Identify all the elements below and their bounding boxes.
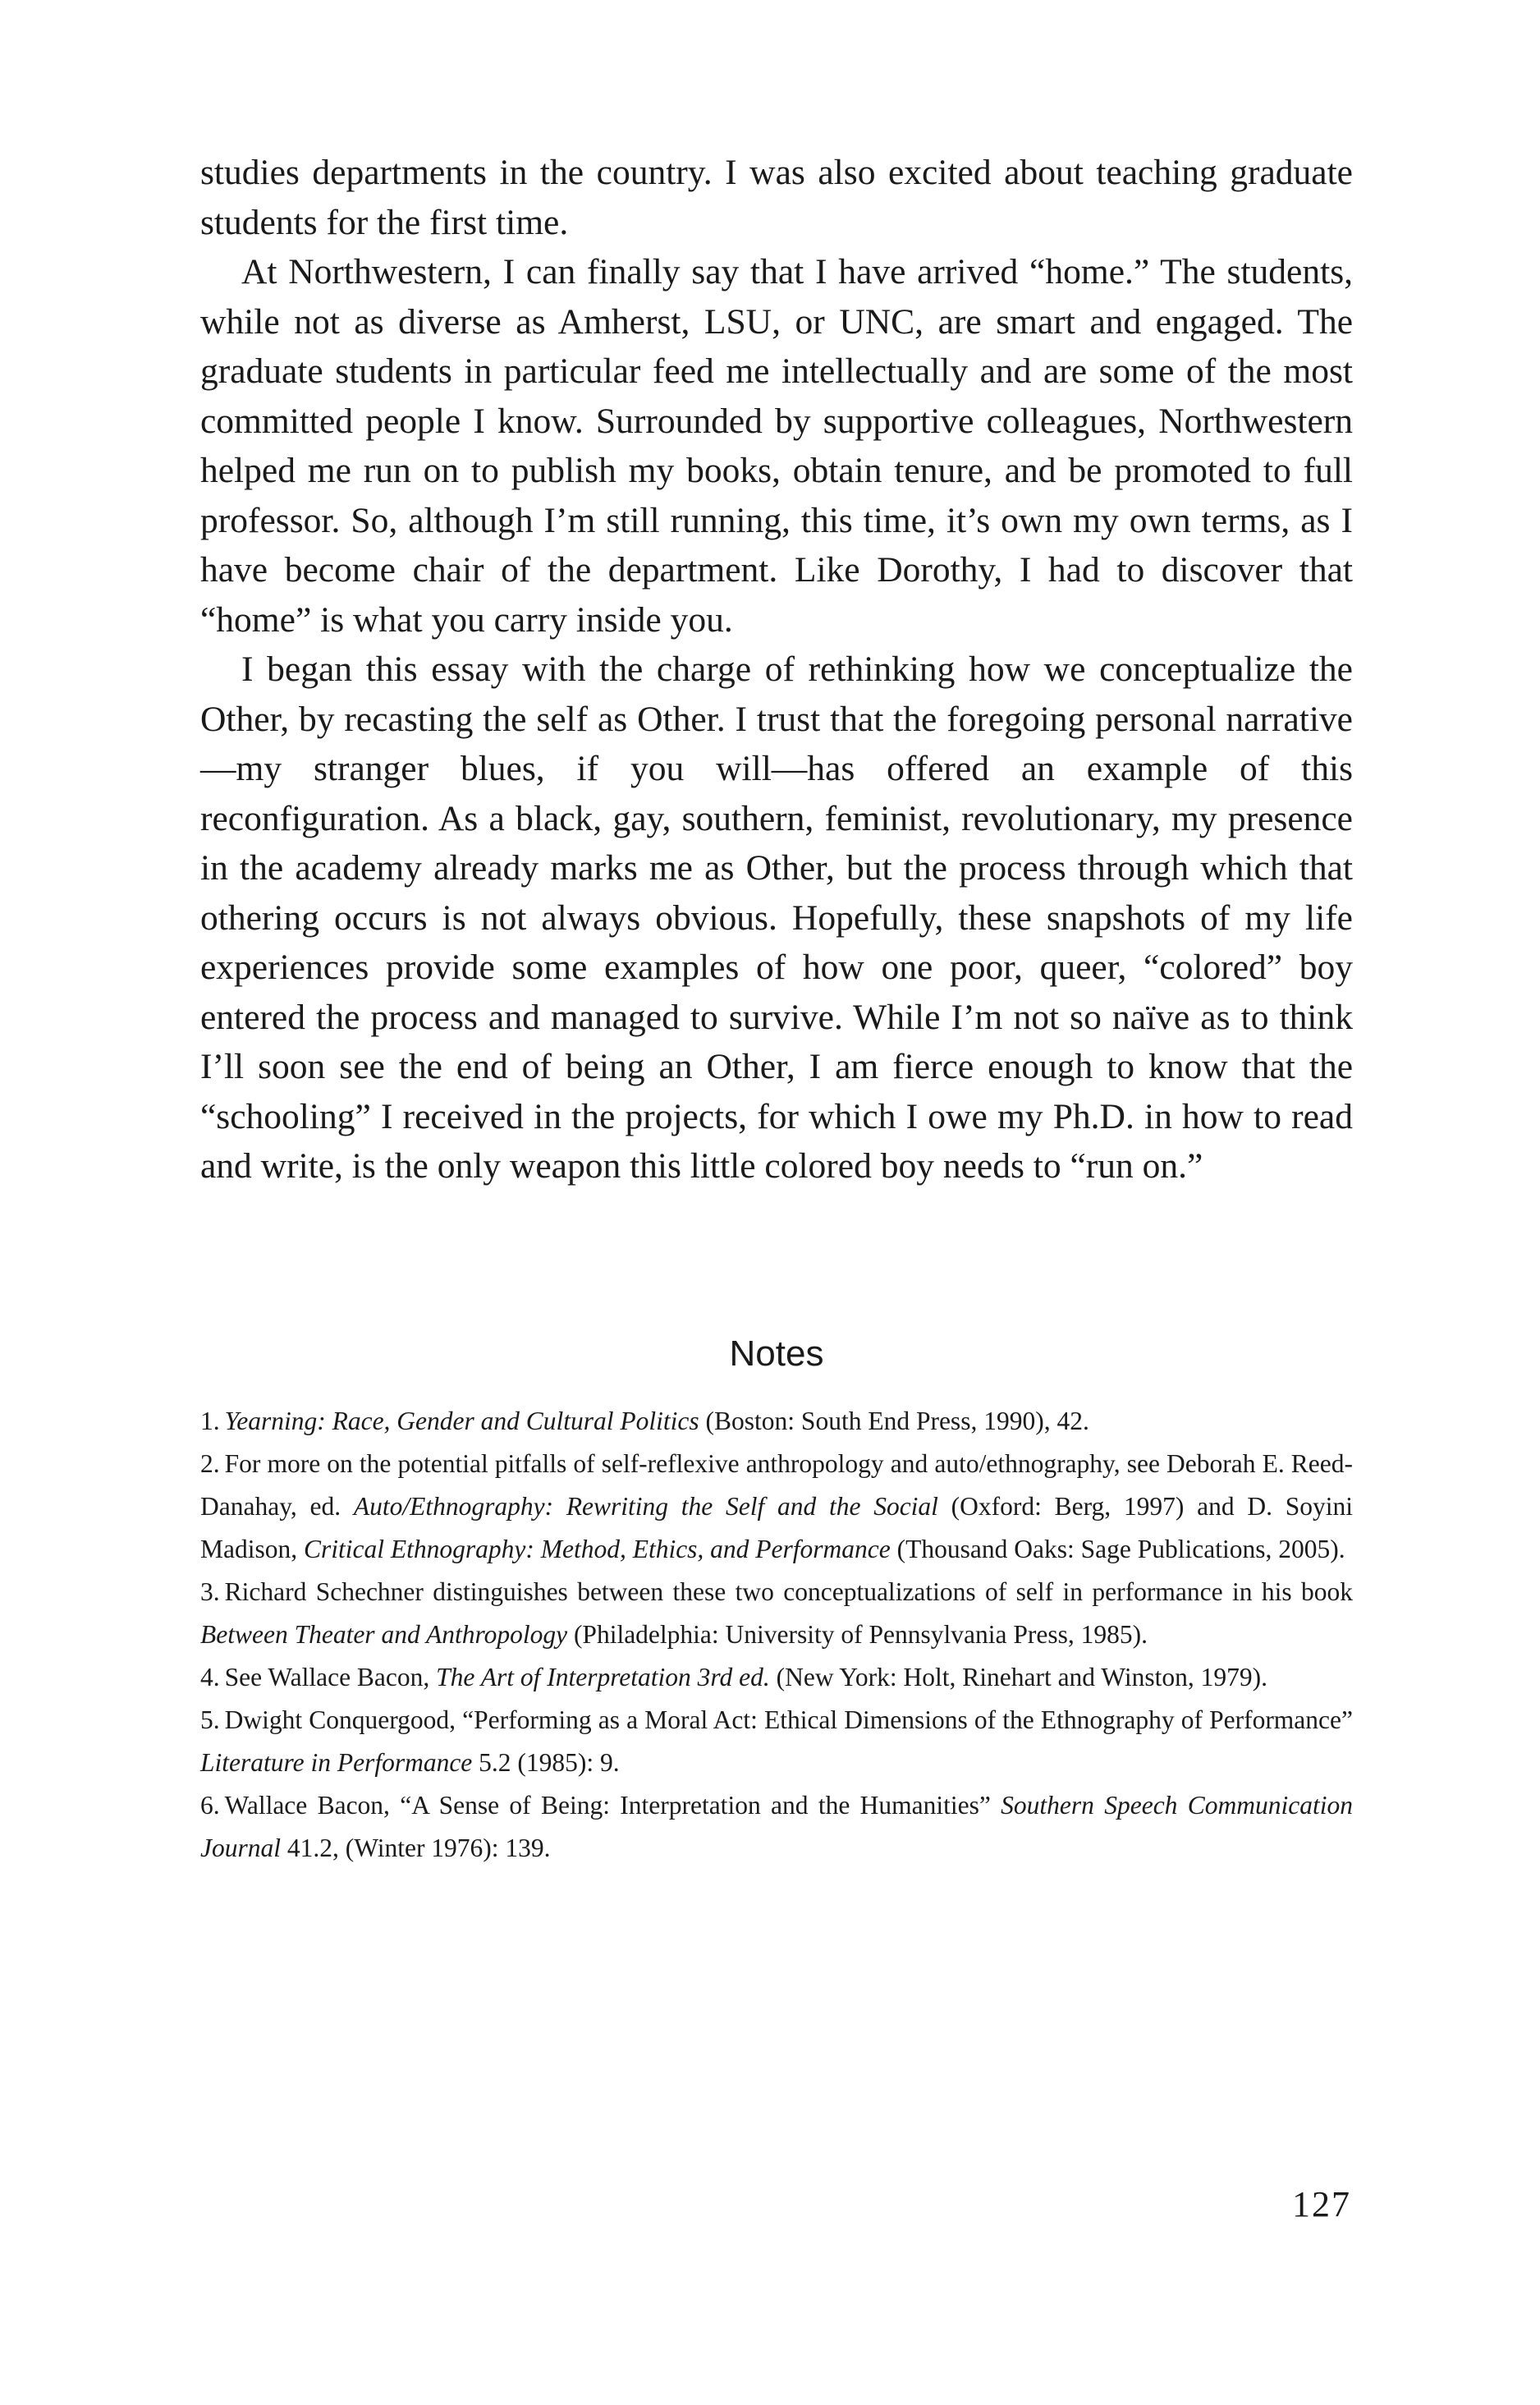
note-item: [200, 1571, 1353, 1656]
note-text-run: 5.2 (1985): 9.: [472, 1747, 620, 1777]
note-text-run: Richard Schechner distinguishes between these two conceptualizations of self in performance in his book: [224, 1577, 1353, 1606]
body-paragraph: At Northwestern, I can finally say that I have arrived “home.” The students, while not as diverse as Amherst, LSU, or UNC, are smart and engaged. The graduate students in particular feed me intellectually and are some of the most committed people I know. Surrounded by supportive colleagues, Northwestern helped me run on to publish my books, obtain tenure, and be promoted to full professor. So, although I’m still running, this time, it’s own my own terms, as I have become chair of the department. Like Dorothy, I had to discover that “home” is what you carry inside you.: [200, 252, 1353, 640]
note-title-italic: Yearning: Race, Gender and Cultural Politics: [224, 1406, 699, 1435]
note-text-run: See Wallace Bacon,: [224, 1662, 437, 1691]
note-item: [200, 1656, 1353, 1699]
note-title-italic: Auto/Ethnography: Rewriting the Self and the Social: [353, 1491, 938, 1521]
note-text: [225, 1663, 1267, 1691]
note-text-run: Wallace Bacon, “A Sense of Being: Interpretation and the Humanities”: [224, 1790, 1001, 1820]
note-text: [225, 1407, 1089, 1435]
page-number: 127: [1292, 2184, 1351, 2224]
note-title-italic: Literature in Performance: [200, 1747, 473, 1777]
note-text-run: (Boston: South End Press, 1990), 42.: [699, 1406, 1089, 1435]
note-text-run: For more on the potential pitfalls of self-reflexive anthropology and auto/ethnography, see Deborah E. Reed-Danahay, ed.: [200, 1448, 1353, 1521]
note-text: [200, 1705, 1353, 1777]
note-title-italic: The Art of Interpretation 3rd ed.: [436, 1662, 770, 1691]
note-number: 6.: [200, 1790, 220, 1820]
body-paragraph: I began this essay with the charge of rethinking how we conceptualize the Other, by recasting the self as Other. I trust that the foregoing personal narrative—my stranger blues, if you will—has offered an example of this reconfiguration. As a black, gay, southern, feminist, revolutionary, my presence in the academy already marks me as Other, but the process through which that othering occurs is not always obvious. Hopefully, these snapshots of my life experiences provide some examples of how one poor, queer, “colored” boy entered the process and managed to survive. While I’m not so naïve as to think I’ll soon see the end of being an Other, I am fierce enough to know that the “schooling” I received in the projects, for which I owe my Ph.D. in how to read and write, is the only weapon this little colored boy needs to “run on.”: [200, 649, 1353, 1186]
note-text-run: (Thousand Oaks: Sage Publications, 2005).: [890, 1534, 1345, 1563]
note-text: [200, 1449, 1353, 1563]
body-paragraph: studies departments in the country. I was also excited about teaching graduate students for the first time.: [200, 153, 1353, 242]
note-item: [200, 1400, 1353, 1443]
note-title-italic: Critical Ethnography: Method, Ethics, and Performance: [304, 1534, 891, 1563]
note-text-run: Dwight Conquergood, “Performing as a Moral Act: Ethical Dimensions of the Ethnography of Performance”: [224, 1705, 1353, 1734]
note-number: 4.: [200, 1662, 220, 1691]
note-number: 1.: [200, 1406, 220, 1435]
note-number: 2.: [200, 1448, 220, 1478]
note-number: 5.: [200, 1705, 220, 1734]
note-text: [200, 1791, 1353, 1862]
note-item: [200, 1784, 1353, 1870]
note-text-run: (New York: Holt, Rinehart and Winston, 1979).: [769, 1662, 1267, 1691]
notes-list: [200, 1400, 1353, 1870]
note-item: [200, 1699, 1353, 1784]
note-title-italic: Between Theater and Anthropology: [200, 1619, 568, 1649]
notes-heading: Notes: [729, 1333, 824, 1374]
note-text-run: (Philadelphia: University of Pennsylvania Press, 1985).: [567, 1619, 1148, 1649]
page-body: [200, 148, 1353, 1870]
note-item: [200, 1443, 1353, 1571]
note-text-run: 41.2, (Winter 1976): 139.: [281, 1833, 551, 1862]
note-number: 3.: [200, 1577, 220, 1606]
note-text-run: (Oxford: Berg, 1997) and D. Soyini Madison,: [200, 1491, 1353, 1563]
note-title-italic: Southern Speech Communication Journal: [200, 1790, 1353, 1862]
note-text: [200, 1577, 1353, 1649]
